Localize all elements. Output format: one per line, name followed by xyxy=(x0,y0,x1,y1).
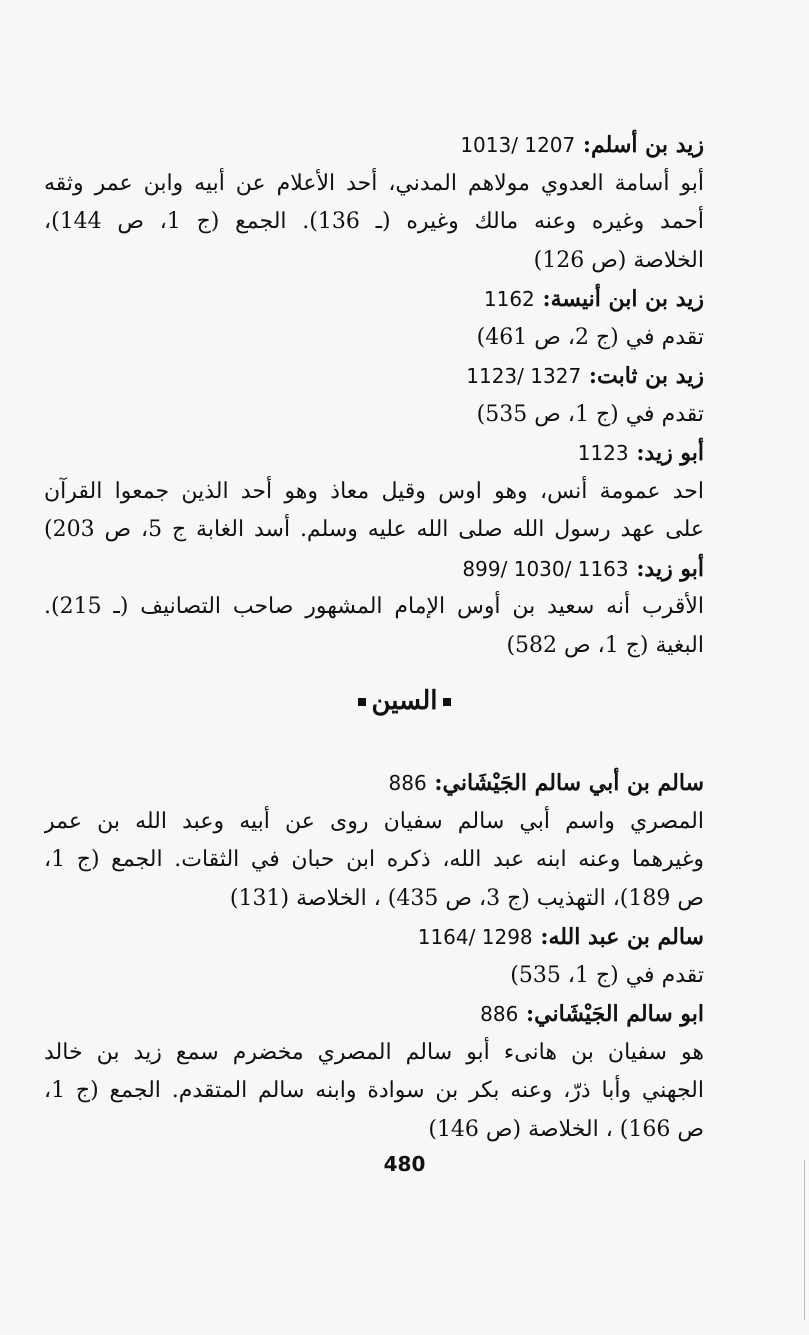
entry-reference-numbers: 1162 xyxy=(483,287,535,311)
entry-heading xyxy=(44,434,704,473)
entry-heading xyxy=(44,126,704,165)
entry-name: سالم بن أبي سالم الجَيْشَاني: xyxy=(434,770,704,796)
entry-name: زيد بن ابن أنيسة: xyxy=(542,286,704,312)
entry-name: سالم بن عبد الله: xyxy=(540,924,704,950)
entry-text-line: أحمد وغيره وعنه مالك وغيره (ـ 136). الجمع (ج 1، ص 144)، xyxy=(44,209,704,234)
square-ornament-icon xyxy=(443,698,451,706)
entry-text-line: تقدم في (ج 1، ص 535) xyxy=(476,401,704,427)
entry-reference-numbers: 1207 /1013 xyxy=(460,133,576,157)
entry-reference-numbers: 886 xyxy=(480,1002,519,1026)
entry-heading xyxy=(44,550,704,589)
entries-block-zayd xyxy=(44,126,704,665)
entry-name: أبو زيد: xyxy=(636,440,704,466)
entry-text-line: أبو أسامة العدوي مولاهم المدني، أحد الأعلام عن أبيه وابن عمر وثقه xyxy=(44,170,704,196)
entry-text-line: ص 189)، التهذيب (ج 3، ص 435) ، الخلاصة (131) xyxy=(229,885,704,911)
page-edge-line xyxy=(804,1160,805,1320)
entry-text-line: ص 166) ، الخلاصة (ص 146) xyxy=(428,1116,704,1142)
entry-name: زيد بن أسلم: xyxy=(582,132,704,158)
entry-text-line: الخلاصة (ص 126) xyxy=(533,247,704,273)
entry-name: زيد بن ثابت: xyxy=(588,363,704,389)
section-title: السين xyxy=(371,686,438,716)
square-ornament-icon xyxy=(358,698,366,706)
entry-reference-numbers: 1327 /1123 xyxy=(466,364,582,388)
section-heading xyxy=(0,686,809,716)
entry-heading xyxy=(44,995,704,1034)
entry-text-line: احد عمومة أنس، وهو اوس وقيل معاذ وهو أحد الذين جمعوا القرآن xyxy=(44,478,704,504)
entry-heading xyxy=(44,918,704,957)
entry-text-line: على عهد رسول الله صلى الله عليه وسلم. أسد الغابة ج 5، ص 203) xyxy=(44,517,704,542)
entry-reference-numbers: 1163 /1030 /899 xyxy=(462,556,629,581)
entry-text-line: تقدم في (ج 2، ص 461) xyxy=(476,324,704,350)
entry-heading xyxy=(44,357,704,396)
entry-reference-numbers: 1123 xyxy=(577,441,629,465)
entry-heading xyxy=(44,764,704,803)
entry-text-line: الجهني وأبا ذرّ، وعنه بكر بن سوادة وابنه سالم المتقدم. الجمع (ج 1، xyxy=(44,1078,704,1103)
entry-text-line: تقدم في (ج 1، 535) xyxy=(510,962,704,988)
entry-text-line: هو سفيان بن هانىء أبو سالم المصري مخضرم سمع زيد بن خالد xyxy=(44,1039,704,1065)
entry-reference-numbers: 1298 /1164 xyxy=(417,925,533,949)
entry-reference-numbers: 886 xyxy=(388,771,427,795)
entry-text-line: المصري واسم أبي سالم سفيان روى عن أبيه وعبد الله بن عمر xyxy=(44,808,704,834)
entry-name: أبو زيد: xyxy=(636,555,704,582)
entry-name: ابو سالم الجَيْشَاني: xyxy=(526,1001,704,1027)
entries-block-salim xyxy=(44,764,704,1149)
entry-text-line: الأقرب أنه سعيد بن أوس الإمام المشهور صاحب التصانيف (ـ 215). xyxy=(44,594,704,619)
entry-text-line: وغيرهما وعنه ابنه عبد الله، ذكره ابن حبان في الثقات. الجمع (ج 1، xyxy=(44,847,704,872)
page-number: 480 xyxy=(383,1152,426,1176)
entry-text-line: البغية (ج 1، ص 582) xyxy=(506,632,704,658)
entry-heading xyxy=(44,280,704,319)
